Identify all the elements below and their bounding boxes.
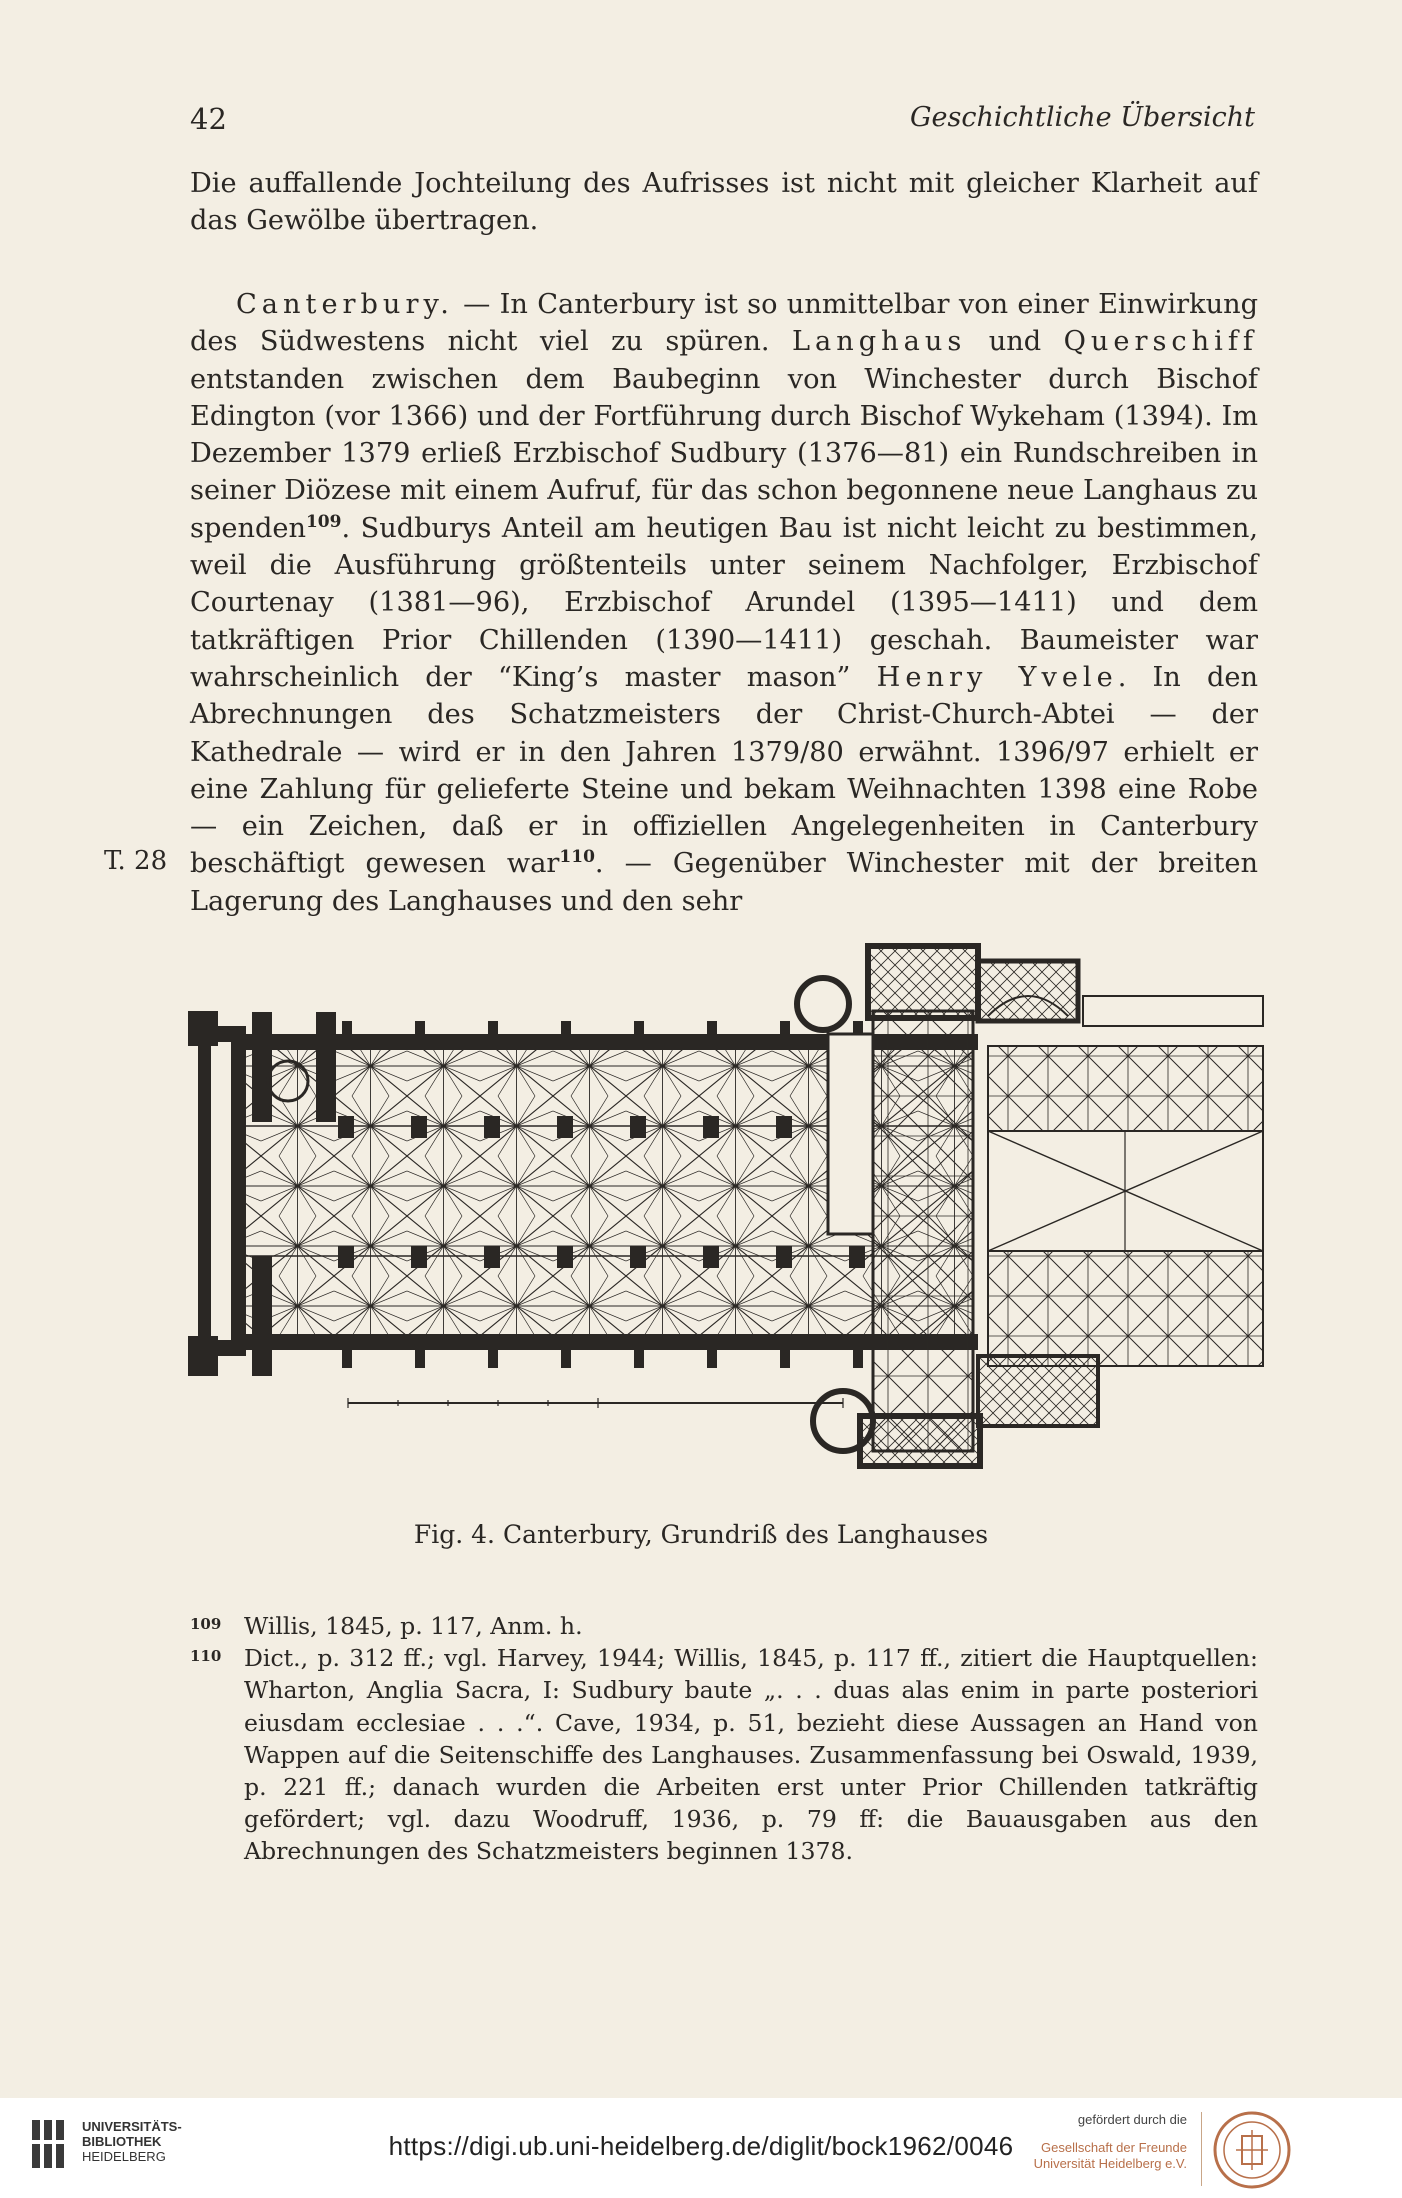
paragraph-2 [190,286,1258,920]
spaced-querschiff: Querschiff [1063,326,1258,358]
footnotes [190,1610,1258,1868]
paragraph-1-text: Die auffallende Jochteilung des Aufrisses ist nicht mit gleicher Klarheit auf das Gewölbe übertragen. [190,168,1258,237]
text-run: . Sudburys Anteil am heutigen Bau ist nicht leicht zu bestimmen, weil die Ausführung größtenteils unter seinem Nachfolger, Erzbischof Courtenay (1381—96), Erzbischof Arundel (1395—1411) und dem tatkräftigen Prior Chillenden (1390—1411) geschah. Baumeister war wahrscheinlich der “King’s master mason” [190,512,1258,693]
spaced-henry-yvele: Henry Yvele [876,661,1118,693]
floor-plan-drawing [188,916,1268,1491]
page-number: 42 [190,102,227,136]
footnote-109 [190,1610,1258,1642]
society-line: Gesellschaft der Freunde [1041,2140,1187,2155]
library-line: BIBLIOTHEK [82,2134,162,2149]
footer-divider [1201,2112,1202,2186]
library-line: UNIVERSITÄTS- [82,2119,182,2134]
supported-by-label: gefördert durch die [1077,2112,1187,2127]
footnote-text: Willis, 1845, p. 117, Anm. h. [244,1612,583,1640]
text-run: . — Gegenüber Winchester mit der breiten Lagerung des Langhauses und den sehr [190,848,1258,917]
spaced-langhaus: Langhaus [791,326,967,358]
society-line: Universität Heidelberg e.V. [1033,2156,1187,2171]
footnote-ref-110[interactable]: 110 [559,847,595,868]
spaced-place-name: Canterbury. [236,289,454,320]
footnote-number: 110 [190,1647,222,1666]
figure-caption: Fig. 4. Canterbury, Grundriß des Langhauses [413,1520,989,1549]
paragraph-2-text [190,286,1258,920]
permalink-url[interactable]: https://digi.ub.uni-heidelberg.de/diglit/bock1962/0046 [388,2131,1014,2161]
footnote-110 [190,1642,1258,1867]
paragraph-1 [190,165,1258,240]
society-name [1034,2140,1187,2172]
university-seal-icon [1212,2110,1292,2190]
margin-plate-reference: T. 28 [104,846,168,876]
footnote-number: 109 [190,1615,222,1633]
footnote-text: Dict., p. 312 ff.; vgl. Harvey, 1944; Willis, 1845, p. 117 ff., zitiert die Hauptquellen: Wharton, Anglia Sacra, I: Sudbury baute „. . . duas alas enim in parte posteriori eiusdam ecclesiae . . .“. Cave, 1934, p. 51, bezieht diese Aussagen an Hand von Wappen auf die Seitenschiffe des Langhauses. Zusammenfassung bei Oswald, 1939, p. 221 ff.; danach wurden die Arbeiten erst unter Prior Chillenden tatkräftig gefördert; vgl. dazu Woodruff, 1936, p. 79 ff: die Bauausgaben aus den Abrechnungen des Schatzmeisters beginnen 1378. [244,1644,1258,1866]
running-head: Geschichtliche Übersicht [909,102,1255,133]
footnote-ref-109[interactable]: 109 [305,511,342,532]
text-run: — In Canterbury ist so unmittelbar von einer Einwirkung des Südwestens nicht viel zu spüren. [190,289,1258,358]
text-run: entstanden zwischen dem Baubeginn von Winchester durch Bischof Edington (vor 1366) und der Fortführung durch Bischof Wykeham (1394). Im Dezember 1379 erließ Erzbischof Sudbury (1376—81) ein Rundschreiben in seiner Diözese mit einem Aufruf, für das schon begonnene neue Langhaus zu spenden [190,363,1258,544]
library-line: HEIDELBERG [82,2149,166,2164]
viewer-footer [0,2098,1402,2198]
text-run: und [966,326,1064,358]
text-run: . In den Abrechnungen des Schatzmeisters der Christ-Church-Abtei — der Kathedrale — wird er in den Jahren 1379/80 erwähnt. 1396/97 erhielt er eine Zahlung für gelieferte Steine und bekam Weihnachten 1398 eine Robe — ein Zeichen, daß er in offiziellen Angelegenheiten in Canterbury beschäftigt gewesen war [190,661,1258,880]
